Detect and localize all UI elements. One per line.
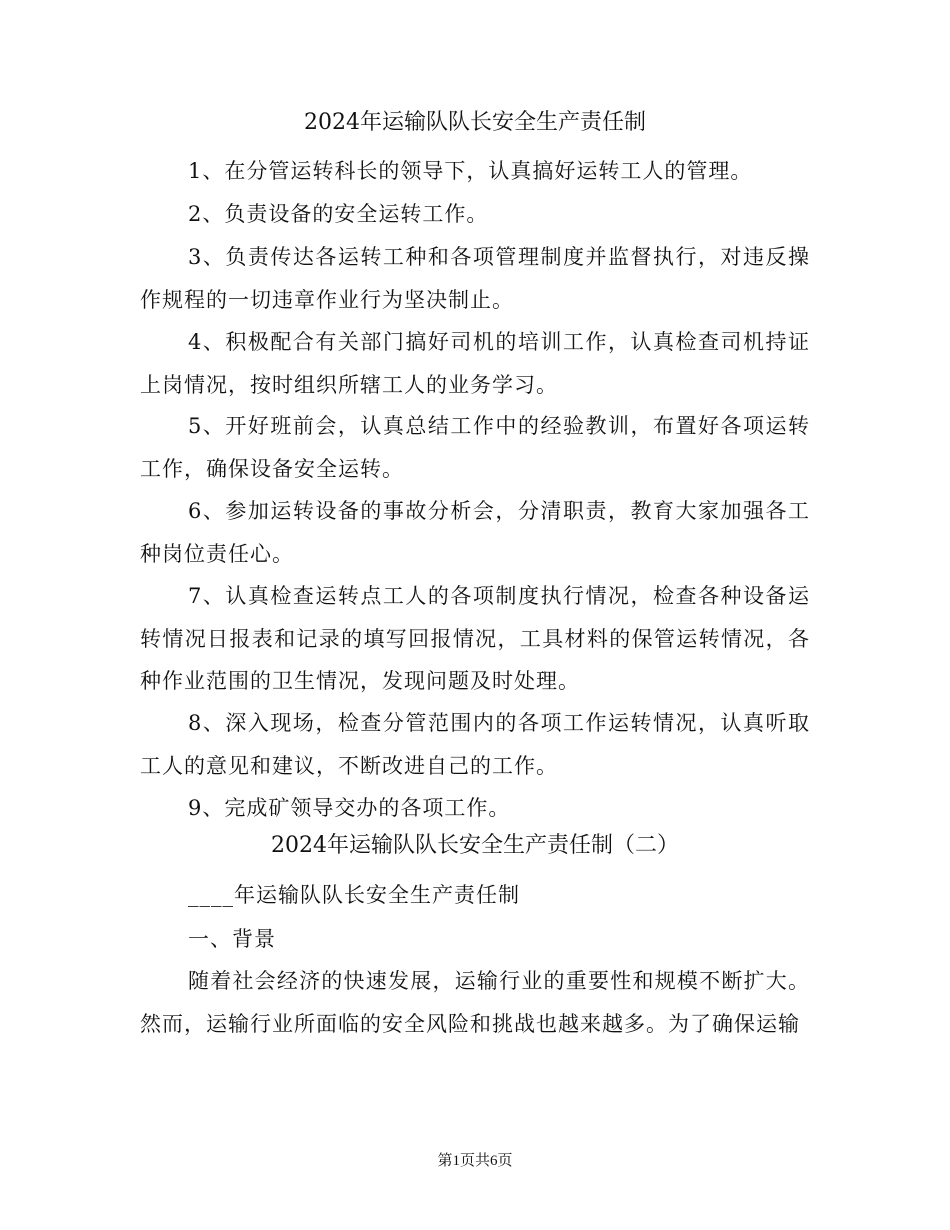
background-paragraph: 随着社会经济的快速发展，运输行业的重要性和规模不断扩大。然而，运输行业所面临的安全风险和挑战也越来越多。为了确保运输 xyxy=(140,969,810,1036)
subtitle-2: ____年运输队队长安全生产责任制 xyxy=(188,883,520,907)
list-item-6: 6、参加运转设备的事故分析会，分清职责，教育大家加强各工种岗位责任心。 xyxy=(140,499,810,566)
document-title: 2024年运输队队长安全生产责任制 xyxy=(304,110,646,135)
section-heading-background: 一、背景 xyxy=(188,927,276,951)
list-item-5: 5、开好班前会，认真总结工作中的经验教训，布置好各项运转工作，确保设备安全运转。 xyxy=(140,414,810,481)
list-item-7: 7、认真检查运转点工人的各项制度执行情况，检查各种设备运转情况日报表和记录的填写回报情况，工具材料的保管运转情况，各种作业范围的卫生情况，发现问题及时处理。 xyxy=(140,584,810,694)
list-item-3: 3、负责传达各运转工种和各项管理制度并监督执行，对违反操作规程的一切违章作业行为坚决制止。 xyxy=(140,245,810,312)
section-title-2: 2024年运输队队长安全生产责任制（二） xyxy=(271,833,679,858)
list-item-2: 2、负责设备的安全运转工作。 xyxy=(188,202,489,226)
page-number: 第1页共6页 xyxy=(437,1153,513,1169)
list-item-8: 8、深入现场，检查分管范围内的各项工作运转情况，认真听取工人的意见和建议，不断改进自己的工作。 xyxy=(140,711,810,778)
list-item-9: 9、完成矿领导交办的各项工作。 xyxy=(188,796,511,820)
list-item-4: 4、积极配合有关部门搞好司机的培训工作，认真检查司机持证上岗情况，按时组织所辖工人的业务学习。 xyxy=(140,330,810,397)
list-item-1: 1、在分管运转科长的领导下，认真搞好运转工人的管理。 xyxy=(188,159,753,183)
